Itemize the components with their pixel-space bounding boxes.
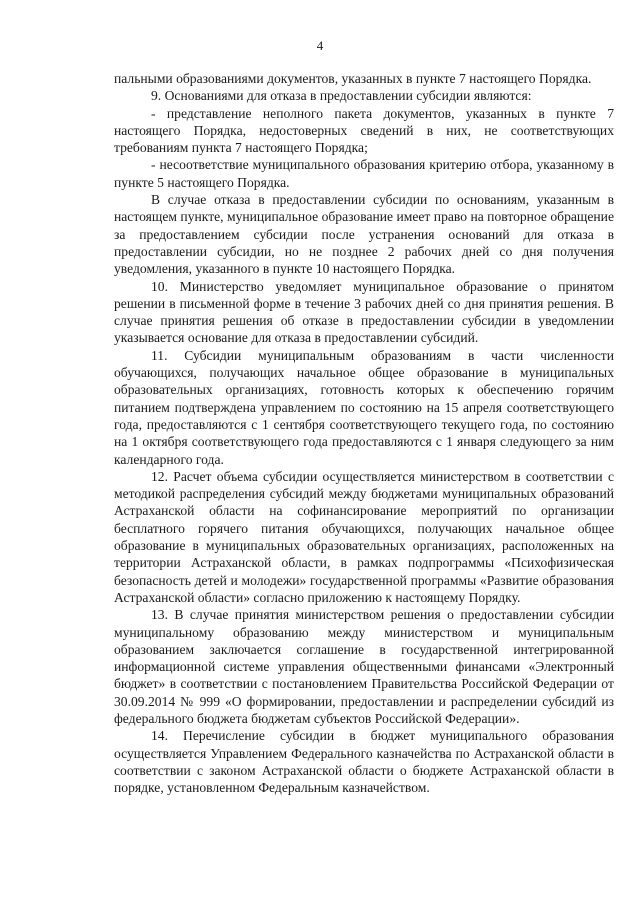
paragraph-9-refusal: В случае отказа в предоставлении субсидии по основаниям, указанным в настоящем пункте, муниципальное образование имеет право на повторное обращение за предоставлением субсидии после устранения оснований для отказа в предоставлении субсидии, но не позднее 2 рабочих дней со дня получения уведомления, указанного в пункте 10 настоящего Порядка. xyxy=(114,192,614,277)
paragraph-continuation: пальными образованиями документов, указанных в пункте 7 настоящего Порядка. xyxy=(114,71,592,86)
paragraph-12: 12. Расчет объема субсидии осуществляется министерством в соответствии с методикой распределения субсидий между бюджетами муниципальных образований Астраханской области на софинансирование мероприятий по организации бесплатного горячего питания обучающихся, получающих начальное общее образование в муниципальных образовательных организациях, расположенных на территории Астраханской области, в рамках подпрограммы «Психофизическая безопасность детей и молодежи» государственной программы «Развитие образования Астраханской области» согласно приложению к настоящему Порядку. xyxy=(114,468,614,605)
paragraph-10: 10. Министерство уведомляет муниципальное образование о принятом решении в письменной форме в течение 3 рабочих дней со дня принятия решения. В случае принятия решения об отказе в предоставлении субсидии в уведомлении указывается основание для отказа в предоставлении субсидий. xyxy=(114,278,614,346)
paragraph-14: 14. Перечисление субсидии в бюджет муниципального образования осуществляется Управлением Федерального казначейства по Астраханской области в соответствии с законом Астраханской области о бюджете Астраханской области в порядке, установленном Федеральным казначейством. xyxy=(114,728,614,796)
document-body xyxy=(114,70,614,796)
paragraph-9: 9. Основаниями для отказа в предоставлении субсидии являются: xyxy=(151,88,532,104)
paragraph-9-item-2: - несоответствие муниципального образования критерию отбора, указанному в пункте 5 настоящего Порядка. xyxy=(114,157,614,190)
paragraph-13: 13. В случае принятия министерством решения о предоставлении субсидии муниципальному образованию между министерством и муниципальным образованием заключается соглашение в государственной интегрированной информационной системе управления общественными финансами «Электронный бюджет» в соответствии с постановлением Правительства Российской Федерации от 30.09.2014 № 999 «О формировании, предоставлении и распределении субсидий из федерального бюджета бюджетам субъектов Российской Федерации». xyxy=(114,607,614,726)
page-number: 4 xyxy=(316,38,324,53)
paragraph-9-item-1: - представление неполного пакета документов, указанных в пункте 7 настоящего Порядка, недостоверных сведений в них, не соответствующих требованиям пункта 7 настоящего Порядка; xyxy=(114,105,614,156)
paragraph-11: 11. Субсидии муниципальным образованиям в части численности обучающихся, получающих начальное общее образование в муниципальных образовательных организациях, готовность которых к обеспечению горячим питанием подтверждена управлением по состоянию на 15 апреля соответствующего года, предоставляются с 1 сентября соответствующего текущего года, по состоянию на 1 октября соответствующего года предоставляются с 1 января следующего за ним календарного года. xyxy=(114,347,614,467)
